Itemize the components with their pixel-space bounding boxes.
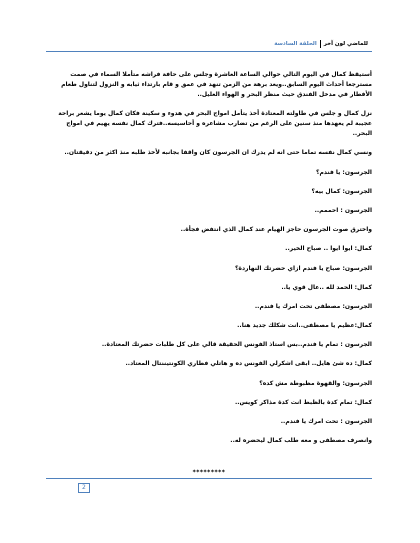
dialogue-line: الجرسون: يا فندم؟ <box>316 168 372 176</box>
page-number: 2 <box>78 483 90 493</box>
footer-rule <box>46 478 372 479</box>
dialogue-line: كمال: ده شئ هايل.. ابقى اشكرلي الفونس ده و هاتلي فطاري الكونتيننتال المعتاد.. <box>125 360 372 368</box>
document-body <box>46 70 372 487</box>
book-title: للماضي لون آخر <box>323 41 368 47</box>
dialogue-line: كمال: الحمد لله ..عال قوي يا.. <box>281 283 372 291</box>
dialogue-line: الجرسون: مصطفى تحت امرك يا فندم.. <box>254 302 372 310</box>
header-rule <box>46 51 372 52</box>
dialogue-line: كمال: ايوا ايوا .. صباح الخير.. <box>285 245 372 253</box>
dialogue-line: الجرسون: صباح يا فندم ازاي حضرتك النهاردة؟ <box>234 264 372 272</box>
dialogue-line: الجرسون : تمام يا فندم..بس استاذ الفونس الحقيقة قالي على كل طلبات حضرتك المعتادة.. <box>101 341 372 349</box>
section-separator: ********* <box>192 469 226 477</box>
chapter-title: الحلقة السادسة <box>274 41 317 47</box>
dialogue-line: الجرسون : تحت امرك يا فندم.. <box>280 418 372 425</box>
page-header <box>274 40 368 48</box>
dialogue-line: الجرسون : احممم.. <box>314 206 372 214</box>
paragraph: واخترق صوت الجرسون حاجز الهيام عند كمال الذي انتفض فجأة.. <box>180 226 372 234</box>
paragraph: ونسي كمال نفسه تماما حتى انه لم يدرك ان الجرسون كان واقفا بجانبه لأخذ طلبه منذ اكثر من دقيقتان.. <box>64 149 372 157</box>
paragraph: وانصرف مصطفى و معه طلب كمال ليحضره له.. <box>230 437 372 445</box>
dialogue-line: كمال:عظيم يا مصطفى..انت شكلك جديد هنا.. <box>237 322 372 330</box>
dialogue-line: الجرسون: كمال بيه؟ <box>311 187 372 195</box>
header-separator <box>320 40 321 48</box>
paragraph: نزل كمال و جلس في طاولته المعتادة أخذ يتأمل امواج البحر في هدوء و سكينة فكان كمال يوما يشعر براحة عجيبة لم يعهدها منذ سنين على الرغم من تضارب مشاعره و أحاسيسه..فترك كمال نفسه يهيم في امواج البحر.. <box>58 110 372 138</box>
dialogue-line: كمال: تمام كدة بالظبط انت كدة مذاكر كويس.. <box>234 398 372 406</box>
dialogue-line: الجرسون: والقهوة مظبوطة مش كده؟ <box>259 379 372 387</box>
paragraph: أستيقظ كمال في اليوم التالي حوالي الساعة العاشرة وجلس على حافة فراشه متأملا السماء في صمت مسترجعا أحداث اليوم السابق..ويعد برهة من الزمن تنهد في عمق و قام بارتداء ثيابه و النزول لتناول طعام الأفطار في مدخل الفندق حيث منظر البحر و الهواء العليل.. <box>61 71 372 98</box>
